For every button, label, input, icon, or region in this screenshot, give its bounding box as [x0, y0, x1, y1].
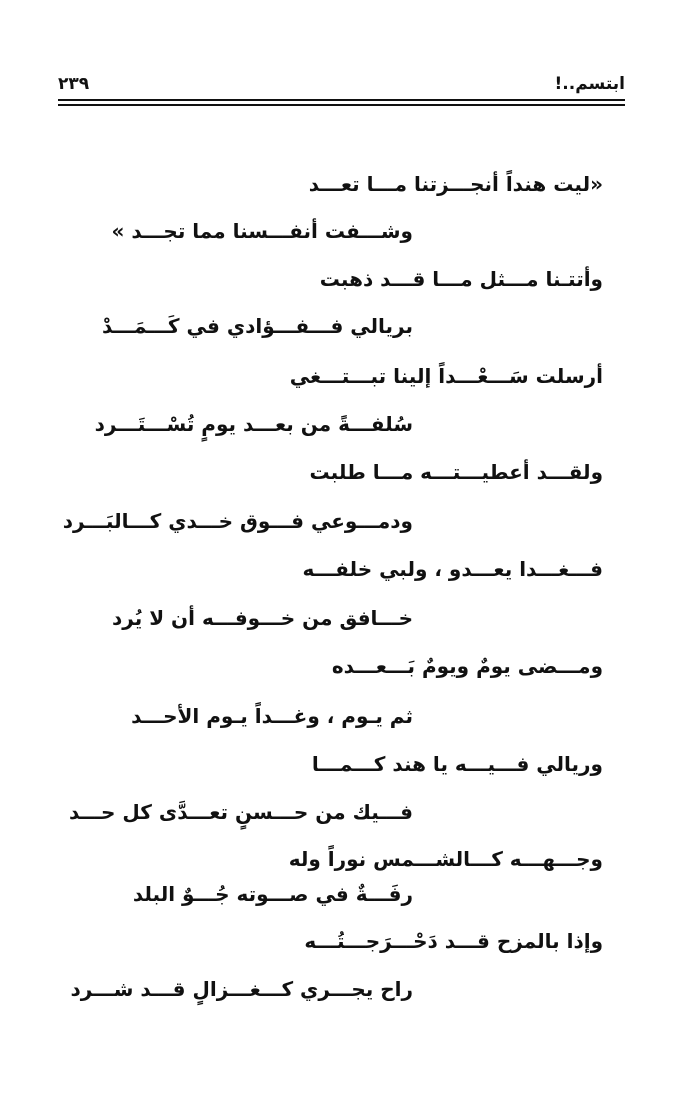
page-number: ٢٣٩ [58, 74, 90, 94]
poem-line: «ليت هنداً أنجـــزتنا مـــا تعـــد [308, 172, 603, 196]
running-title: ابتسم..! [554, 74, 625, 94]
poem-line: وجـــهـــه كـــالشـــمس نوراً وله [288, 847, 603, 871]
poem-line: خـــافق من خـــوفـــه أن لا يُرد [112, 606, 413, 630]
poem-line: وإذا بالمزح قـــد دَحْـــرَجـــتُـــه [304, 929, 603, 953]
poem-line: رفَـــةٌ في صـــوته جُـــوٌ البلد [132, 882, 413, 906]
poem-line: وريالي فـــيـــه يا هند كـــمـــا [311, 752, 603, 776]
poem-line: وأتتـنا مـــثل مـــا قـــد ذهبت [319, 267, 603, 291]
poem-line: أرسلت سَـــعْـــداً إلينا تبـــتـــغي [289, 364, 603, 388]
poem-line: ودمـــوعي فـــوق خـــدي كـــالبَـــرد [62, 509, 413, 533]
poem-line: فـــيك من حـــسنٍ تعـــدَّى كل حـــد [68, 800, 413, 824]
poem-line: ولقـــد أعطيـــتـــه مـــا طلبت [309, 460, 603, 484]
poem-line: ثم يـوم ، وغـــداً يـوم الأحـــد [131, 704, 413, 728]
poem-line: وشـــفت أنفـــسنا مما تجـــد » [111, 219, 413, 243]
poem-line: سُلفـــةً من بعـــد يومٍ تُسْـــتَـــرد [94, 412, 413, 436]
poem-line: ومـــضى يومٌ ويومٌ بَـــعـــده [331, 654, 603, 678]
poem-line: فـــغـــدا يعـــدو ، ولبي خلفـــه [302, 557, 603, 581]
poem-line: بريالي فـــفـــؤادي في كَـــمَـــدْ [101, 314, 413, 338]
poem-line: راح يجـــري كـــغـــزالٍ قـــد شـــرد [70, 977, 413, 1001]
